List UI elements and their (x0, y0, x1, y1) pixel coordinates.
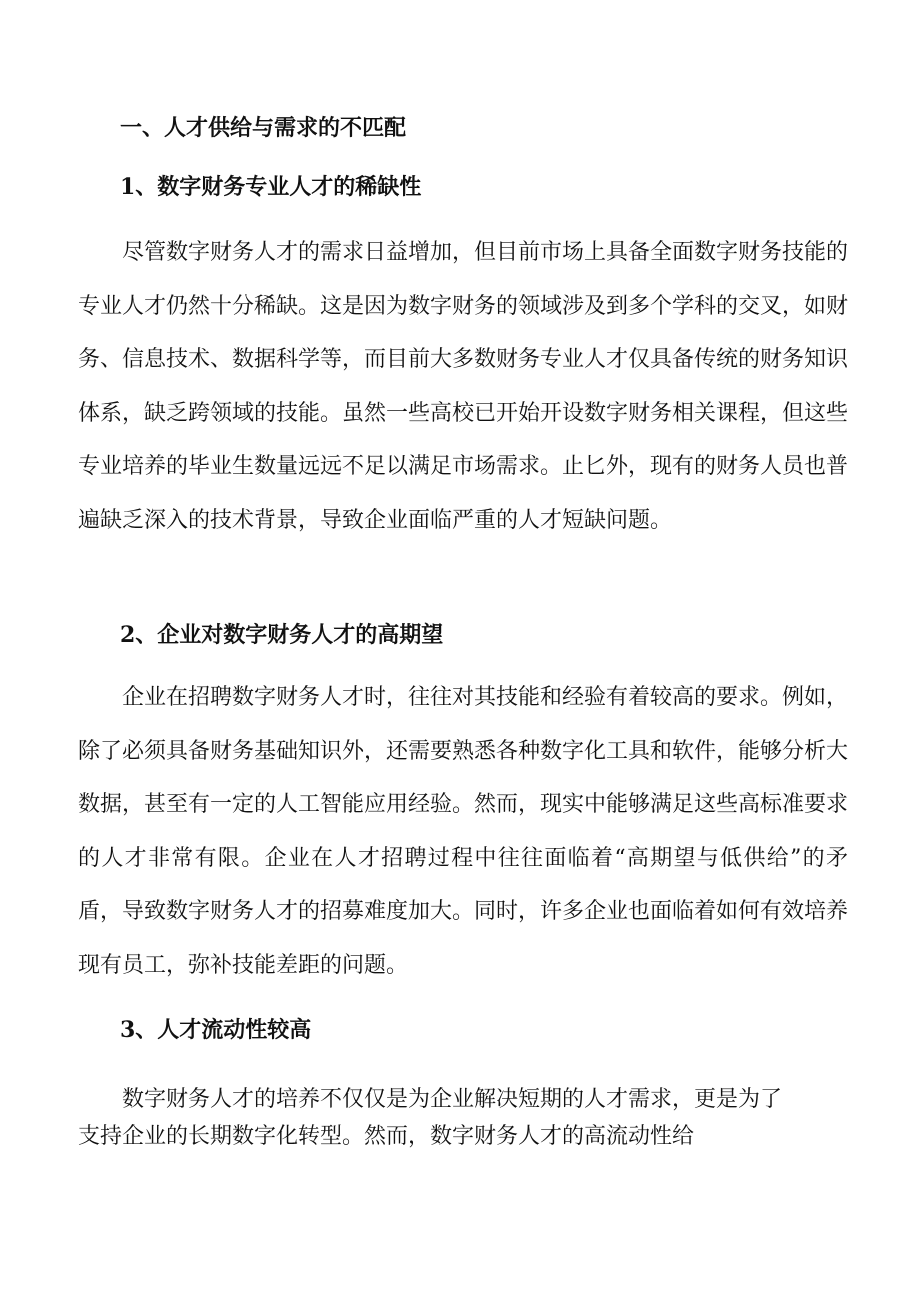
subsection-body-1: 尽管数字财务人才的需求日益增加，但目前市场上具备全面数字财务技能的专业人才仍然十分稀缺。这是因为数字财务的领域涉及到多个学科的交叉，如财务、信息技术、数据科学等，而目前大多数财务专业人才仅具备传统的财务知识体系，缺乏跨领域的技能。虽然一些高校已开始开设数字财务相关课程，但这些专业培养的毕业生数量远远不足以满足市场需求。止匕外，现有的财务人员也普遍缺乏深入的技术背景，导致企业面临严重的人才短缺问题。 (78, 240, 849, 533)
subsection-heading-2: 2、企业对数字财务人才的高期望 (120, 622, 444, 648)
subsection-heading-3: 3、人才流动性较高 (120, 1017, 312, 1043)
subsection-body-3: 数字财务人才的培养不仅仅是为企业解决短期的人才需求，更是为了支持企业的长期数字化转型。然而，数字财务人才的高流动性给 (78, 1087, 783, 1149)
subsection-heading-1: 1、数字财务专业人才的稀缺性 (120, 174, 422, 200)
section-title: 一、人才供给与需求的不匹配 (120, 115, 407, 141)
subsection-body-2: 企业在招聘数字财务人才时，往往对其技能和经验有着较高的要求。例如，除了必须具备财务基础知识外，还需要熟悉各种数字化工具和软件，能够分析大数据，甚至有一定的人工智能应用经验。然而，现实中能够满足这些高标准要求的人才非常有限。企业在人才招聘过程中往往面临着“高期望与低供给”的矛盾，导致数字财务人才的招募难度加大。同时，许多企业也面临着如何有效培养现有员工，弥补技能差距的问题。 (78, 685, 849, 978)
